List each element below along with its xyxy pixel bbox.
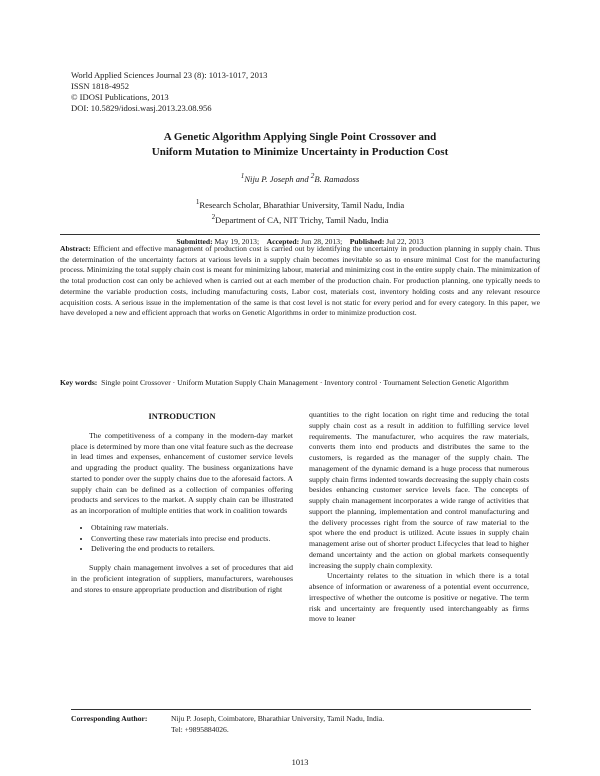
corresponding-label: Corresponding Author: bbox=[71, 714, 148, 723]
author-1-sup: 1 bbox=[240, 172, 245, 180]
abstract bbox=[60, 244, 540, 319]
title-line-1: A Genetic Algorithm Applying Single Point Crossover and bbox=[163, 131, 437, 143]
affiliation-2 bbox=[0, 211, 600, 226]
left-column bbox=[71, 410, 293, 595]
journal-citation: World Applied Sciences Journal 23 (8): 1013-1017, 2013 bbox=[71, 70, 268, 80]
keywords bbox=[60, 378, 540, 389]
list-item: • Obtaining raw materials. bbox=[91, 523, 293, 534]
list-item: • Converting these raw materials into precise end products. bbox=[91, 534, 293, 545]
accepted-label: Accepted: bbox=[266, 237, 300, 246]
authors bbox=[0, 172, 600, 184]
author-1: Niju P. Joseph and bbox=[244, 173, 311, 184]
published-label: Published: bbox=[349, 237, 385, 246]
affiliation-2-text: Department of CA, NIT Trichy, Tamil Nadu, India bbox=[215, 214, 389, 225]
author-2: B. Ramadoss bbox=[314, 173, 360, 184]
corresponding-tel: Tel: +9895884026. bbox=[171, 725, 229, 734]
list-item: • Delivering the end products to retailers. bbox=[91, 544, 293, 555]
journal-header bbox=[71, 70, 267, 114]
corresponding-author bbox=[71, 709, 531, 735]
corresponding-line bbox=[71, 713, 531, 724]
right-column bbox=[309, 410, 529, 625]
abstract-text: Efficient and effective management of production cost is carried out by identifying the uncertainty in production planning in supply chain. Thus the determination of the uncertainty factors at various levels in a supply chain becomes inevitable so as to ensure minimal Cost for the manufacturing process. Minimizing the total supply chain cost is meant for minimizing labour, material and minimizing cost in the entire supply chain. The minimization of the total production cost can only be achieved when is carried out at each member of the production chain. For production planning, one typically needs to determine the variable production costs, including manufacturing costs, Labor cost, materials cost, inventory holding costs and any relevant resource acquisition costs. A serious issue in the implementation of the same is that cost level is not static for every period and for every category. In this paper, we have developed a new and efficient approach that works on Genetic Algorithms in order to minimize production cost. bbox=[60, 244, 540, 318]
copyright: © IDOSI Publications, 2013 bbox=[71, 92, 169, 102]
corresponding-text: Niju P. Joseph, Coimbatore, Bharathiar University, Tamil Nadu, India. bbox=[171, 714, 385, 723]
title-line-2: Uniform Mutation to Minimize Uncertainty in Production Cost bbox=[151, 146, 449, 158]
doi: DOI: 10.5829/idosi.wasj.2013.23.08.956 bbox=[71, 103, 212, 113]
affiliation-1 bbox=[0, 196, 600, 211]
intro-paragraph-2: Supply chain management involves a set of procedures that aid in the proficient integration of suppliers, manufacturers, warehouses and stores to ensure appropriate production and distribution of right bbox=[71, 563, 293, 594]
abstract-label: Abstract: bbox=[60, 244, 91, 253]
page-number: 1013 bbox=[291, 758, 309, 767]
published-date: Jul 22, 2013 bbox=[386, 237, 424, 246]
affiliation-1-text: Research Scholar, Bharathiar University, Tamil Nadu, India bbox=[199, 199, 405, 210]
bullet-list bbox=[71, 523, 293, 555]
section-heading-introduction: INTRODUCTION bbox=[148, 412, 216, 421]
affiliations bbox=[0, 196, 600, 226]
keywords-text: Single point Crossover · Uniform Mutation Supply Chain Management · Inventory control · Tournament Selection Genetic Algorithm bbox=[101, 378, 509, 387]
issn: ISSN 1818-4952 bbox=[71, 81, 130, 91]
affiliation-2-sup: 2 bbox=[211, 212, 216, 221]
affiliation-1-sup: 1 bbox=[195, 198, 200, 206]
submitted-label: Submitted: bbox=[176, 237, 213, 246]
submitted-date: May 19, 2013; bbox=[214, 237, 260, 246]
accepted-date: Jun 28, 2013; bbox=[301, 237, 343, 246]
right-paragraph-2: Uncertainty relates to the situation in which there is a total absence of information or awareness of a potential event occurrence, irrespective of whether the outcome is positive or negative. The term risk and uncertainty are frequently used interchangeably as firms move to leaner bbox=[309, 571, 529, 624]
paper-title bbox=[0, 130, 600, 160]
intro-paragraph-1: The competitiveness of a company in the modern-day market place is determined by more than one vital feature such as the decrease in lead times and expenses, enhancement of customer service levels and upgrading the product quality. The business organizations have started to ponder over the supply chains due to the aforesaid factors. A supply chain can be defined as a collection of companies offering products and services to the market. A supply chain can be illustrated as an incorporation of multiple entities that work in coalition towards bbox=[71, 430, 293, 515]
author-2-sup: 2 bbox=[310, 172, 315, 180]
keywords-label: Key words: bbox=[60, 378, 98, 387]
right-paragraph-1: quantities to the right location on right time and reducing the total supply chain cost as a result in addition to fulfilling service level requirements. The manufacturer, who acquires the raw materials, converts them into end products and distributes the same to the customers, is regarded as the manager of the supply chain. The management of the dynamic demand is a huge process that numerous supply chain firms indented towards decreasing the supply chain costs besides enhancing customer service levels face. The concepts of supply chain management incorporates a wide range of activities that support the planning, implementation and control manufacturing and the delivery processes right from the source of raw material to the spot where the end product is utilized. Acute issues in supply chain management arise out of shorter product Lifecycles that lead to higher demand uncertainty and the action on global markets consequently increasing the supply chain complexity. bbox=[309, 410, 529, 570]
